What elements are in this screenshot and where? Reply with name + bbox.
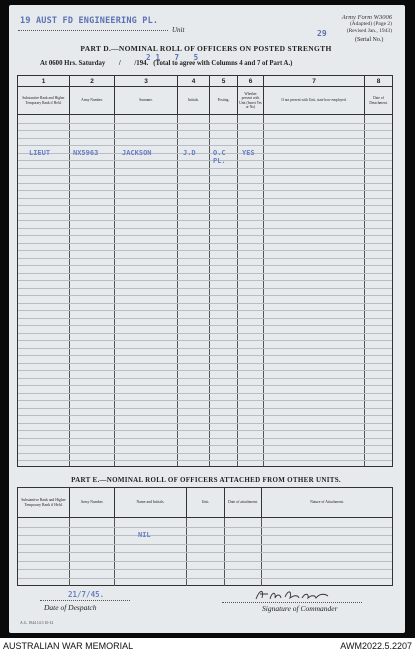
form-revised: (Revised Jan., 1943) — [346, 28, 392, 34]
ruled-line — [18, 160, 392, 161]
column-header: If not present with Unit, state how employed. — [264, 87, 365, 114]
ruled-line — [18, 265, 392, 266]
form-identifier — [300, 14, 392, 35]
ruled-line — [18, 408, 392, 409]
ruled-line — [18, 340, 392, 341]
ruled-line — [18, 460, 392, 461]
signature-label: Signature of Commander — [262, 604, 338, 613]
serial-number-typed: 29 — [317, 29, 327, 38]
ruled-line — [18, 183, 392, 184]
ruled-line — [18, 385, 392, 386]
ruled-line — [18, 348, 392, 349]
column-number: 8 — [376, 77, 381, 85]
ruled-line — [18, 333, 392, 334]
column-header: Name and Initials. — [115, 488, 187, 517]
ruled-line — [18, 168, 392, 169]
ruled-line — [18, 423, 392, 424]
ruled-line — [18, 552, 392, 553]
ruled-line — [18, 190, 392, 191]
form-name: Army Form W3006 — [341, 14, 392, 21]
ruled-line — [18, 213, 392, 214]
despatch-line — [40, 600, 130, 601]
column-header: Army Number. — [70, 488, 115, 517]
printer-note: A.G. 1944 14.3 10-12 — [20, 621, 54, 625]
entry-rank: LIEUT — [29, 149, 51, 157]
ruled-line — [18, 535, 392, 536]
unit-name-typed: 19 AUST FD ENGINEERING PL. — [20, 16, 159, 26]
column-header: Posting. — [210, 87, 238, 114]
table-body — [18, 115, 392, 466]
ruled-line — [18, 445, 392, 446]
ruled-line — [18, 578, 392, 579]
credit-accession: AWM2022.5.2207 — [340, 641, 412, 651]
part-d-title: PART D.—NOMINAL ROLL OF OFFICERS ON POSTED STRENGTH — [80, 44, 332, 53]
column-header: Army Number. — [70, 87, 115, 114]
column-header: Unit. — [187, 488, 225, 517]
ruled-line — [18, 527, 392, 528]
column-header-row — [18, 488, 392, 518]
ruled-line — [18, 228, 392, 229]
ruled-line — [18, 438, 392, 439]
form-adapted: (Adapted) (Page 2) — [349, 21, 392, 27]
ruled-line — [18, 123, 392, 124]
entry-surname: JACKSON — [122, 149, 152, 157]
ruled-line — [18, 370, 392, 371]
ruled-line — [18, 355, 392, 356]
entry-nil: NIL — [138, 531, 151, 539]
entry-posting — [213, 149, 226, 165]
entry-posting-line-1: O.C — [213, 149, 226, 157]
unit-label: Unit — [172, 26, 185, 34]
column-number: 6 — [238, 76, 264, 86]
ruled-line — [18, 561, 392, 562]
column-header: Nature of Attachment. — [310, 500, 344, 505]
signature-line — [222, 602, 362, 603]
column-header: Substantive Rank and Higher Temporary Rank if Held. — [18, 87, 70, 114]
entry-army-number: NX5963 — [73, 149, 99, 157]
column-number-row — [18, 76, 392, 87]
ruled-line — [18, 273, 392, 274]
credit-bar — [0, 638, 415, 653]
entry-posting-line-2: PL. — [213, 157, 226, 165]
column-header: Surname. — [115, 87, 178, 114]
column-header: Whether present with Unit (Insert Yes or No) — [238, 87, 264, 114]
ruled-line — [18, 569, 392, 570]
officers-posted-table — [17, 75, 393, 467]
ruled-line — [18, 205, 392, 206]
ruled-line — [18, 453, 392, 454]
column-number: 7 — [264, 76, 365, 86]
column-header: Date of attachment. — [225, 488, 262, 517]
serial-label: (Serial No.) — [355, 37, 384, 43]
column-number: 4 — [178, 76, 210, 86]
ruled-line — [18, 138, 392, 139]
ruled-line — [18, 145, 392, 146]
column-number: 1 — [18, 76, 70, 86]
column-header: Substantive Rank and Higher Temporary Rank if Held. — [18, 488, 70, 517]
officers-attached-table — [17, 487, 393, 586]
ruled-line — [18, 378, 392, 379]
ruled-line — [18, 303, 392, 304]
entry-initials: J.D — [183, 149, 196, 157]
part-e-title: PART E.—NOMINAL ROLL OF OFFICERS ATTACHED FROM OTHER UNITS. — [71, 476, 341, 484]
ruled-line — [18, 430, 392, 431]
ruled-line — [18, 220, 392, 221]
ruled-line — [18, 235, 392, 236]
ruled-line — [18, 175, 392, 176]
ruled-line — [18, 310, 392, 311]
ruled-line — [18, 198, 392, 199]
column-number: 2 — [70, 76, 115, 86]
ruled-line — [18, 393, 392, 394]
ruled-line — [18, 288, 392, 289]
column-header: Date of Detachment. — [369, 96, 388, 105]
ruled-line — [18, 258, 392, 259]
table-body — [18, 518, 392, 586]
credit-source: AUSTRALIAN WAR MEMORIAL — [3, 641, 134, 651]
ruled-line — [18, 295, 392, 296]
ruled-line — [18, 415, 392, 416]
ruled-line — [18, 318, 392, 319]
column-header-row — [18, 87, 392, 115]
ruled-line — [18, 325, 392, 326]
unit-line — [18, 30, 168, 31]
ruled-line — [18, 243, 392, 244]
entry-present: YES — [242, 149, 255, 157]
part-d-subtitle: At 0600 Hrs. Saturday / /194. (Total to agree with Columns 4 and 7 of Part A.) — [40, 60, 293, 67]
ruled-line — [18, 280, 392, 281]
column-number: 3 — [115, 76, 178, 86]
column-number: 5 — [210, 76, 238, 86]
ruled-line — [18, 363, 392, 364]
date-typed: 21 7 5 — [146, 53, 204, 62]
ruled-line — [18, 544, 392, 545]
despatch-date-typed: 21/7/45. — [68, 590, 105, 599]
ruled-line — [18, 400, 392, 401]
ruled-line — [18, 250, 392, 251]
despatch-label: Date of Despatch — [44, 603, 97, 612]
ruled-line — [18, 130, 392, 131]
column-header: Initials. — [178, 87, 210, 114]
